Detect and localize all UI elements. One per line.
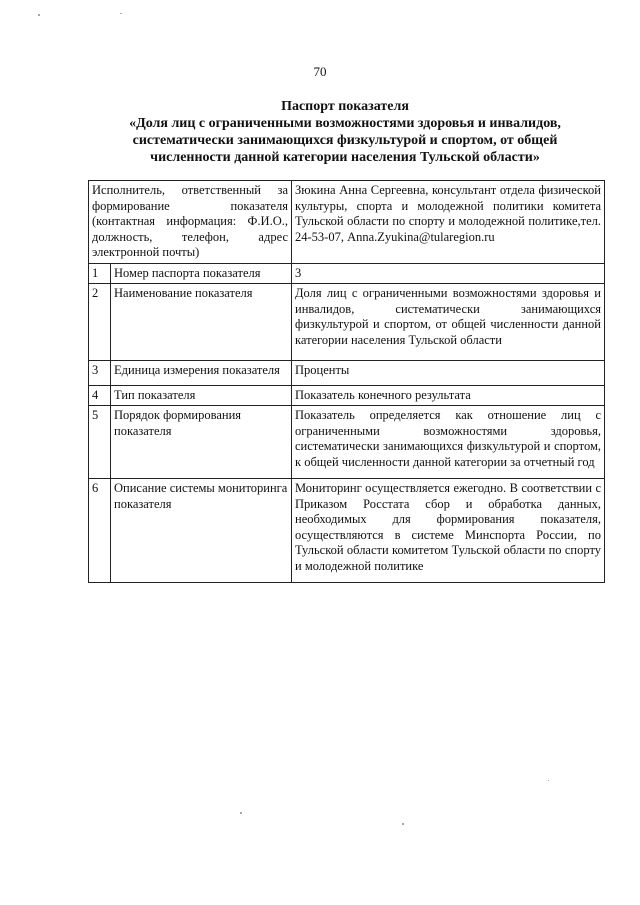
row-label: Описание системы мониторинга показателя: [111, 479, 292, 583]
row-value: Доля лиц с ограниченными возможностями здоровья и инвалидов, систематически занимающихся физкультурой и спортом, от общей численности данной категории населения Тульской области: [292, 284, 605, 361]
table-row: [89, 479, 605, 583]
row-value: Показатель конечного результата: [292, 385, 605, 406]
title-line-4: численности данной категории населения Тульской области»: [150, 150, 540, 165]
row-label: Наименование показателя: [111, 284, 292, 361]
row-label: Единица измерения показателя: [111, 361, 292, 386]
row-value: Проценты: [292, 361, 605, 386]
row-label: Порядок формирования показателя: [111, 406, 292, 479]
executor-label: Исполнитель, ответственный за формирование показателя (контактная информация: Ф.И.О., должность, телефон, адрес электронной почты): [89, 181, 292, 264]
scan-speck: [120, 13, 122, 14]
row-number: 5: [89, 406, 111, 479]
passport-table: [88, 180, 605, 583]
page-number: 70: [313, 64, 327, 79]
scan-speck: [240, 812, 242, 814]
row-value: 3: [292, 263, 605, 284]
table-row: [89, 385, 605, 406]
table-row: [89, 263, 605, 284]
executor-value: Зюкина Анна Сергеевна, консультант отдела физической культуры, спорта и молодежной политики комитета Тульской области по спорту и молодежной политике,тел. 24-53-07, Anna.Zyukina@tularegion.ru: [292, 181, 605, 264]
row-number: 1: [89, 263, 111, 284]
row-number: 4: [89, 385, 111, 406]
row-value: Мониторинг осуществляется ежегодно. В соответствии с Приказом Росстата сбор и обработка данных, необходимых для формирования показателя, осуществляются в системе Минспорта России, по Тульской области комитетом Тульской области по спорту и молодежной политике: [292, 479, 605, 583]
scan-speck: [38, 14, 40, 16]
document-title: [95, 98, 595, 166]
row-label: Номер паспорта показателя: [111, 263, 292, 284]
title-heading: Паспорт показателя: [281, 99, 409, 114]
table-row: [89, 284, 605, 361]
title-line-3: систематически занимающихся физкультурой и спортом, от общей: [132, 133, 558, 148]
table-row: [89, 406, 605, 479]
title-line-2: «Доля лиц с ограниченными возможностями здоровья и инвалидов,: [129, 116, 561, 131]
row-label: Тип показателя: [111, 385, 292, 406]
scan-speck: [548, 780, 549, 781]
table-row-executor: [89, 181, 605, 264]
row-value: Показатель определяется как отношение лиц с ограниченными возможностями здоровья, систематически занимающихся физкультурой и спортом, к общей численности данной категории за отчетный год: [292, 406, 605, 479]
row-number: 3: [89, 361, 111, 386]
row-number: 2: [89, 284, 111, 361]
table-row: [89, 361, 605, 386]
row-number: 6: [89, 479, 111, 583]
scan-speck: [402, 823, 404, 825]
